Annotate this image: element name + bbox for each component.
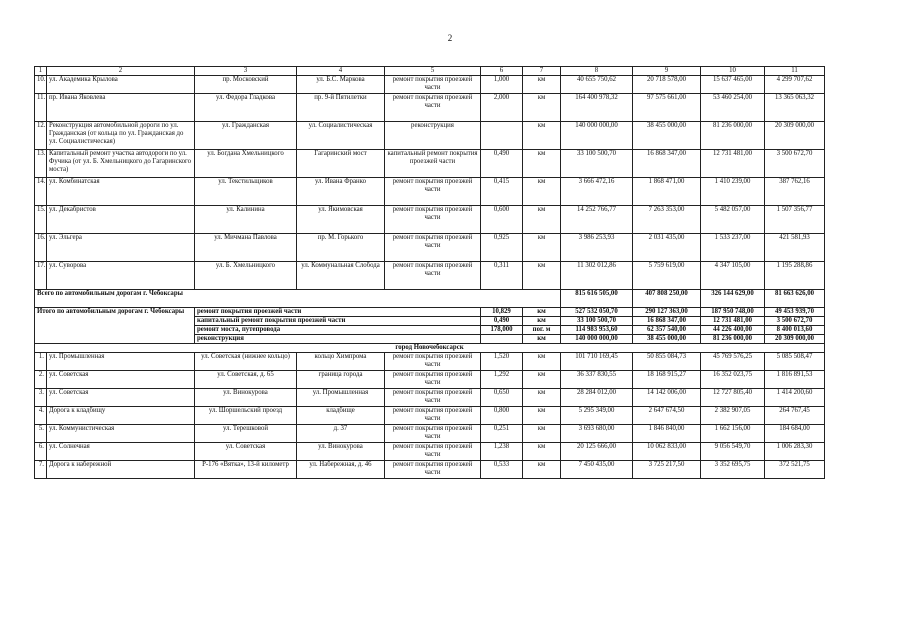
col-number-cell: 5 [385,67,481,76]
federal-budget-cell: 97 575 661,00 [633,94,701,122]
unit-cell: км [523,371,561,389]
table-row [35,353,825,371]
republic-budget-cell: 81 236 000,00 [701,335,765,344]
local-budget-cell: 49 453 939,70 [765,308,825,317]
roads-table [34,66,825,479]
work-type-cell: ремонт покрытия проезжей части [385,94,481,122]
length-cell: 1,520 [481,353,523,371]
work-type-cell: реконструкция [385,122,481,150]
road-name-cell: Реконструкция автомобильной дороги по ул. Гражданская (от кольца по ул. Гражданская до ул. Социалистическая) [47,122,195,150]
summary-work-type-cell: капитальный ремонт покрытия проезжей части [195,317,481,326]
local-budget-cell: 1 507 356,77 [765,206,825,234]
total-cost-cell: 33 100 500,70 [561,317,633,326]
unit-cell: км [523,389,561,407]
total-cost-cell: 3 986 253,93 [561,234,633,262]
republic-budget-cell: 4 347 105,00 [701,262,765,290]
table-row [35,262,825,290]
col-number-cell: 2 [47,67,195,76]
work-type-cell: капитальный ремонт покрытия проезжей части [385,150,481,178]
total-cost-cell: 114 983 953,60 [561,326,633,335]
unit-cell: км [523,206,561,234]
federal-budget-cell: 38 455 000,00 [633,122,701,150]
end-point-cell: пр. М. Горького [297,234,385,262]
republic-budget-cell: 1 533 237,00 [701,234,765,262]
federal-budget-cell: 407 808 250,00 [633,290,701,308]
length-cell: 0,415 [481,178,523,206]
unit-cell: км [523,94,561,122]
unit-cell: км [523,425,561,443]
length-cell: 0,533 [481,461,523,479]
start-point-cell: ул. Терешковой [195,425,297,443]
row-number-cell: 15. [35,206,47,234]
federal-budget-cell: 16 868 347,00 [633,150,701,178]
local-budget-cell: 81 663 626,00 [765,290,825,308]
local-budget-cell: 5 085 508,47 [765,353,825,371]
row-number-cell: 5. [35,425,47,443]
federal-budget-cell: 2 031 435,00 [633,234,701,262]
length-cell: 0,490 [481,317,523,326]
summary-row [35,308,825,317]
col-number-cell: 3 [195,67,297,76]
length-cell: 0,311 [481,262,523,290]
end-point-cell: ул. Социалистическая [297,122,385,150]
local-budget-cell: 1 816 891,53 [765,371,825,389]
row-number-cell: 13. [35,150,47,178]
length-cell: 10,829 [481,308,523,317]
local-budget-cell: 20 309 000,00 [765,335,825,344]
start-point-cell: ул. Текстильщиков [195,178,297,206]
road-name-cell: Дорога к набережной [47,461,195,479]
table-row [35,461,825,479]
end-point-cell: ул. Набережная, д. 46 [297,461,385,479]
summary-work-type-cell: реконструкция [195,335,481,344]
federal-budget-cell: 5 759 619,00 [633,262,701,290]
row-number-cell: 2. [35,371,47,389]
length-cell: 1,238 [481,443,523,461]
federal-budget-cell: 1 868 471,00 [633,178,701,206]
road-name-cell: ул. Эльгера [47,234,195,262]
republic-budget-cell: 12 727 805,40 [701,389,765,407]
unit-cell: км [523,407,561,425]
unit-cell: км [523,461,561,479]
length-cell: 0,650 [481,389,523,407]
federal-budget-cell: 14 142 006,00 [633,389,701,407]
road-name-cell: ул. Комбинатская [47,178,195,206]
row-number-cell: 1. [35,353,47,371]
start-point-cell: Р-176 «Вятка», 13-й километр [195,461,297,479]
federal-budget-cell: 1 846 840,00 [633,425,701,443]
length-cell: 0,925 [481,234,523,262]
total-cost-cell: 11 302 012,86 [561,262,633,290]
row-number-cell: 11. [35,94,47,122]
start-point-cell: ул. Гражданская [195,122,297,150]
road-name-cell: ул. Декабристов [47,206,195,234]
work-type-cell: ремонт покрытия проезжей части [385,178,481,206]
length-cell: 178,000 [481,326,523,335]
city-header-cell: город Новочебоксарск [35,344,825,353]
start-point-cell: ул. Калинина [195,206,297,234]
republic-budget-cell: 53 460 254,00 [701,94,765,122]
local-budget-cell: 13 365 063,32 [765,94,825,122]
unit-cell: км [523,308,561,317]
republic-budget-cell: 326 144 629,00 [701,290,765,308]
row-number-cell: 12. [35,122,47,150]
col-number-cell: 6 [481,67,523,76]
work-type-cell: ремонт покрытия проезжей части [385,206,481,234]
col-number-cell: 4 [297,67,385,76]
road-name-cell: ул. Академика Крылова [47,76,195,94]
row-number-cell: 17. [35,262,47,290]
length-cell [481,335,523,344]
total-cost-cell: 3 693 680,00 [561,425,633,443]
republic-budget-cell: 15 637 465,00 [701,76,765,94]
unit-cell: км [523,317,561,326]
total-cost-cell: 20 125 666,00 [561,443,633,461]
row-number-cell: 16. [35,234,47,262]
start-point-cell: ул. Винокурова [195,389,297,407]
republic-budget-cell: 12 731 481,00 [701,150,765,178]
end-point-cell: граница города [297,371,385,389]
local-budget-cell: 3 500 672,70 [765,150,825,178]
start-point-cell: ул. Мичмана Павлова [195,234,297,262]
summary-work-type-cell: ремонт покрытия проезжей части [195,308,481,317]
length-cell: 0,251 [481,425,523,443]
republic-budget-cell: 12 731 481,00 [701,317,765,326]
republic-budget-cell: 81 236 000,00 [701,122,765,150]
total-cost-cell: 40 655 750,62 [561,76,633,94]
length-cell: 2,000 [481,94,523,122]
work-type-cell: ремонт покрытия проезжей части [385,262,481,290]
federal-budget-cell: 2 647 674,50 [633,407,701,425]
republic-budget-cell: 187 950 748,00 [701,308,765,317]
federal-budget-cell: 7 263 353,00 [633,206,701,234]
table-row [35,94,825,122]
start-point-cell: ул. Советская, д. 65 [195,371,297,389]
table-row [35,206,825,234]
end-point-cell: д. 37 [297,425,385,443]
table-row [35,407,825,425]
start-point-cell: ул. Федора Гладкова [195,94,297,122]
col-number-cell: 11 [765,67,825,76]
end-point-cell: ул. Ивана Франко [297,178,385,206]
table-row [35,178,825,206]
total-cost-cell: 140 000 000,00 [561,335,633,344]
federal-budget-cell: 20 718 578,00 [633,76,701,94]
road-name-cell: Капитальный ремонт участка автодороги по ул. Фучика (от ул. Б. Хмельницкого до Гагаринского моста) [47,150,195,178]
republic-budget-cell: 16 352 023,75 [701,371,765,389]
work-type-cell: ремонт покрытия проезжей части [385,76,481,94]
republic-budget-cell: 1 662 156,00 [701,425,765,443]
length-cell [481,122,523,150]
end-point-cell: кладбище [297,407,385,425]
local-budget-cell: 20 309 000,00 [765,122,825,150]
republic-budget-cell: 1 410 239,00 [701,178,765,206]
unit-cell: км [523,262,561,290]
col-number-cell: 9 [633,67,701,76]
row-number-cell: 4. [35,407,47,425]
federal-budget-cell: 18 168 915,27 [633,371,701,389]
length-cell: 0,800 [481,407,523,425]
start-point-cell: пр. Московский [195,76,297,94]
table-row [35,76,825,94]
road-name-cell: ул. Коммунистическая [47,425,195,443]
road-name-cell: Дорога к кладбищу [47,407,195,425]
col-number-cell: 1 [35,67,47,76]
col-number-cell: 8 [561,67,633,76]
republic-budget-cell: 2 382 907,05 [701,407,765,425]
work-type-cell: ремонт покрытия проезжей части [385,234,481,262]
road-name-cell: ул. Советская [47,389,195,407]
row-number-cell: 10. [35,76,47,94]
work-type-cell: ремонт покрытия проезжей части [385,443,481,461]
federal-budget-cell: 10 062 833,00 [633,443,701,461]
end-point-cell: пр. 9-й Пятилетки [297,94,385,122]
local-budget-cell: 3 500 672,70 [765,317,825,326]
local-budget-cell: 387 762,16 [765,178,825,206]
table-row [35,122,825,150]
unit-cell: км [523,76,561,94]
column-number-row [35,67,825,76]
federal-budget-cell: 50 855 084,73 [633,353,701,371]
total-cost-cell: 164 400 978,32 [561,94,633,122]
total-cost-cell: 5 295 349,00 [561,407,633,425]
page-number: 2 [447,33,453,43]
table-row [35,234,825,262]
col-number-cell: 7 [523,67,561,76]
summary-work-type-cell: ремонт моста, путепровода [195,326,481,335]
republic-budget-cell: 3 352 695,75 [701,461,765,479]
republic-budget-cell: 5 482 057,00 [701,206,765,234]
start-point-cell: ул. Советская [195,443,297,461]
work-type-cell: ремонт покрытия проезжей части [385,407,481,425]
total-row [35,290,825,308]
table-row [35,443,825,461]
work-type-cell: ремонт покрытия проезжей части [385,353,481,371]
local-budget-cell: 184 684,00 [765,425,825,443]
federal-budget-cell: 290 127 363,00 [633,308,701,317]
total-cost-cell: 7 450 435,00 [561,461,633,479]
road-name-cell: пр. Ивана Яковлева [47,94,195,122]
end-point-cell: ул. Якимовская [297,206,385,234]
unit-cell: км [523,150,561,178]
unit-cell: км [523,234,561,262]
start-point-cell: ул. Богдана Хмельницкого [195,150,297,178]
unit-cell: км [523,353,561,371]
table-row [35,389,825,407]
federal-budget-cell: 3 725 217,50 [633,461,701,479]
unit-cell: пог. м [523,326,561,335]
start-point-cell: ул. Б. Хмельницкого [195,262,297,290]
local-budget-cell: 264 767,45 [765,407,825,425]
table-row [35,371,825,389]
length-cell: 1,000 [481,76,523,94]
end-point-cell: кольцо Химпрома [297,353,385,371]
unit-cell: км [523,443,561,461]
local-budget-cell: 421 581,93 [765,234,825,262]
start-point-cell: ул. Шоршельский проезд [195,407,297,425]
end-point-cell: Гагаринский мост [297,150,385,178]
length-cell: 0,600 [481,206,523,234]
total-cost-cell: 14 252 766,77 [561,206,633,234]
total-cost-cell: 36 337 830,55 [561,371,633,389]
row-number-cell: 3. [35,389,47,407]
end-point-cell: ул. Промышленная [297,389,385,407]
federal-budget-cell: 16 868 347,00 [633,317,701,326]
end-point-cell: ул. Коммунальная Слобода [297,262,385,290]
total-cost-cell: 101 710 169,45 [561,353,633,371]
unit-cell: км [523,335,561,344]
road-name-cell: ул. Промышленная [47,353,195,371]
row-number-cell: 14. [35,178,47,206]
road-name-cell: ул. Солнечная [47,443,195,461]
work-type-cell: ремонт покрытия проезжей части [385,461,481,479]
total-cost-cell: 815 616 505,00 [561,290,633,308]
local-budget-cell: 1 195 288,86 [765,262,825,290]
unit-cell: км [523,178,561,206]
summary-label-cell: Итого по автомобильным дорогам г. Чебоксары [35,308,195,344]
total-cost-cell: 3 666 472,16 [561,178,633,206]
length-cell: 0,490 [481,150,523,178]
row-number-cell: 7. [35,461,47,479]
federal-budget-cell: 38 455 000,00 [633,335,701,344]
local-budget-cell: 372 521,75 [765,461,825,479]
total-cost-cell: 140 000 000,00 [561,122,633,150]
total-cost-cell: 28 284 012,00 [561,389,633,407]
table-row [35,425,825,443]
local-budget-cell: 1 414 200,60 [765,389,825,407]
end-point-cell: ул. Винокурова [297,443,385,461]
work-type-cell: ремонт покрытия проезжей части [385,425,481,443]
total-cost-cell: 527 532 050,70 [561,308,633,317]
unit-cell: км [523,122,561,150]
road-name-cell: ул. Суворова [47,262,195,290]
local-budget-cell: 1 006 283,30 [765,443,825,461]
total-cost-cell: 33 100 500,70 [561,150,633,178]
row-number-cell: 6. [35,443,47,461]
republic-budget-cell: 9 056 549,70 [701,443,765,461]
republic-budget-cell: 45 769 576,25 [701,353,765,371]
local-budget-cell: 8 400 013,60 [765,326,825,335]
start-point-cell: ул. Советская (нижнее кольцо) [195,353,297,371]
total-label-cell: Всего по автомобильным дорогам г. Чебоксары [35,290,561,308]
table-row [35,150,825,178]
work-type-cell: ремонт покрытия проезжей части [385,389,481,407]
col-number-cell: 10 [701,67,765,76]
local-budget-cell: 4 299 707,62 [765,76,825,94]
republic-budget-cell: 44 226 400,00 [701,326,765,335]
length-cell: 1,292 [481,371,523,389]
road-name-cell: ул. Советская [47,371,195,389]
work-type-cell: ремонт покрытия проезжей части [385,371,481,389]
federal-budget-cell: 62 357 540,00 [633,326,701,335]
end-point-cell: ул. Б.С. Маркова [297,76,385,94]
city-header-row [35,344,825,353]
